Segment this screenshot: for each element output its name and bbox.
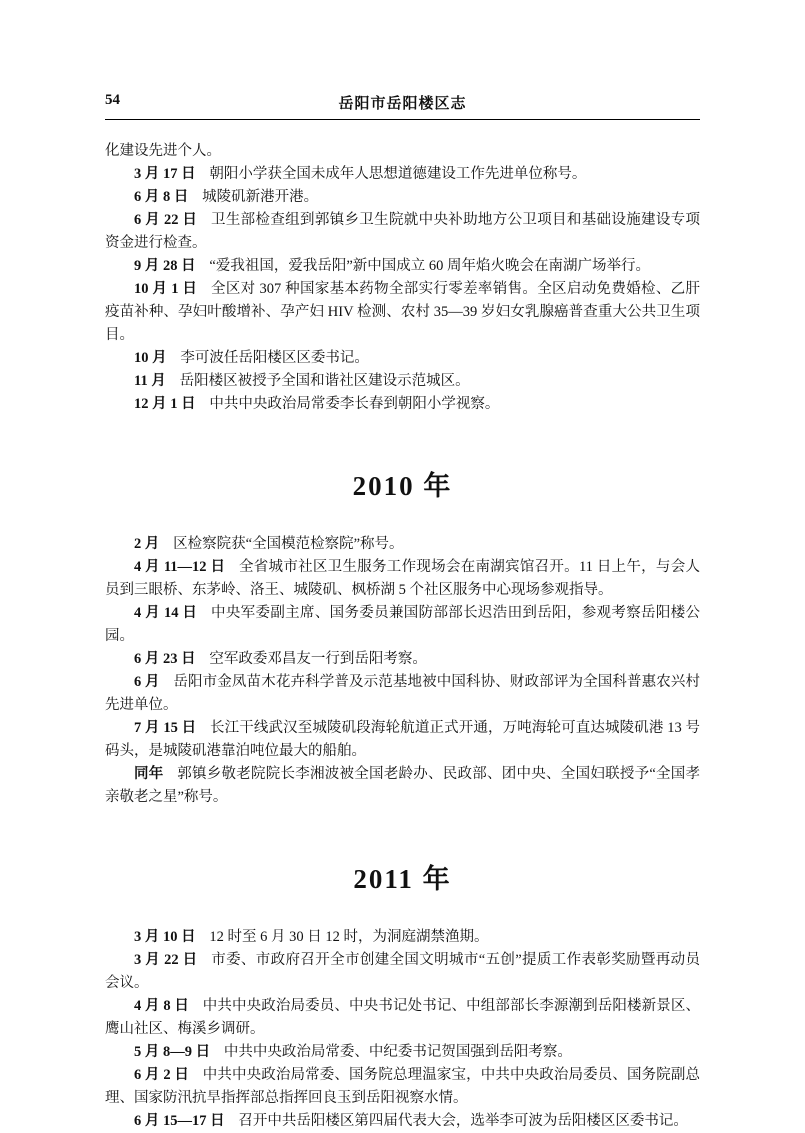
entry-paragraph — [105, 763, 700, 809]
entry-text: 中共中央政治局常委李长春到朝阳小学视察。 — [209, 396, 500, 412]
entry-text: 朝阳小学获全国未成年人思想道德建设工作先进单位称号。 — [209, 166, 587, 182]
entry-text: 岳阳楼区被授予全国和谐社区建设示范城区。 — [179, 373, 470, 389]
entry-date: 11 月 — [134, 373, 166, 389]
entry-paragraph — [105, 209, 700, 255]
entry-text: 化建设先进个人。 — [105, 143, 221, 159]
entry-date: 6 月 15—17 日 — [134, 1113, 225, 1129]
entry-paragraph — [105, 393, 700, 416]
entry-paragraph — [105, 671, 700, 717]
book-title: 岳阳市岳阳楼区志 — [338, 96, 467, 112]
entry-text: 空军政委邓昌友一行到岳阳考察。 — [209, 651, 427, 667]
continuation-paragraph — [105, 140, 700, 163]
entry-text: “爱我祖国，爱我岳阳”新中国成立 60 周年焰火晚会在南湖广场举行。 — [209, 258, 651, 274]
entry-date: 4 月 11—12 日 — [134, 559, 226, 575]
entry-date: 12 月 1 日 — [134, 396, 196, 412]
entry-date: 9 月 28 日 — [134, 258, 196, 274]
entry-paragraph — [105, 602, 700, 648]
entry-text: 中央军委副主席、国务委员兼国防部部长迟浩田到岳阳，参观考察岳阳楼公园。 — [105, 605, 701, 644]
entry-text: 区检察院获“全国模范检察院”称号。 — [173, 536, 404, 552]
entry-text: 12 时至 6 月 30 日 12 时，为洞庭湖禁渔期。 — [209, 929, 489, 945]
entry-paragraph — [105, 163, 700, 186]
entry-paragraph — [105, 926, 700, 949]
entry-text: 全区对 307 种国家基本药物全部实行零差率销售。全区启动免费婚检、乙肝疫苗补种、孕妇叶酸增补、孕产妇 HIV 检测、农村 35—39 岁妇女乳腺癌普查重大公共卫生项目。 — [105, 281, 701, 343]
entry-date: 3 月 10 日 — [134, 929, 196, 945]
page-number: 54 — [105, 92, 120, 108]
entry-date: 3 月 17 日 — [134, 166, 196, 182]
entry-date: 2 月 — [134, 536, 160, 552]
year-heading: 2011 年 — [353, 864, 452, 894]
entry-paragraph — [105, 1041, 700, 1064]
page-body — [105, 140, 700, 1133]
entry-text: 长江干线武汉至城陵矶段海轮航道正式开通，万吨海轮可直达城陵矶港 13 号码头，是城陵矶港靠泊吨位最大的船舶。 — [105, 720, 700, 759]
entry-date: 6 月 22 日 — [134, 212, 198, 228]
year-heading: 2010 年 — [352, 471, 453, 501]
entry-date: 6 月 23 日 — [134, 651, 196, 667]
page-header — [105, 92, 700, 112]
header-rule — [105, 119, 700, 120]
entry-date: 4 月 14 日 — [134, 605, 198, 621]
entry-text: 全省城市社区卫生服务工作现场会在南湖宾馆召开。11 日上午，与会人员到三眼桥、东茅岭、洛王、城陵矶、枫桥湖 5 个社区服务中心现场参观指导。 — [105, 559, 700, 598]
entry-date: 6 月 — [134, 674, 160, 690]
entry-date: 同年 — [134, 766, 164, 782]
entry-paragraph — [105, 949, 700, 995]
entry-paragraph — [105, 186, 700, 209]
entry-text: 召开中共岳阳楼区第四届代表大会，选举李可波为岳阳楼区区委书记。 — [238, 1113, 688, 1129]
entry-text: 中共中央政治局委员、中央书记处书记、中组部部长李源潮到岳阳楼新景区、鹰山社区、梅溪乡调研。 — [105, 998, 700, 1037]
entry-text: 市委、市政府召开全市创建全国文明城市“五创”提质工作表彰奖励暨再动员会议。 — [105, 952, 700, 991]
entry-paragraph — [105, 533, 700, 556]
entry-paragraph — [105, 556, 700, 602]
entry-paragraph — [105, 995, 700, 1041]
entry-date: 3 月 22 日 — [134, 952, 198, 968]
entry-paragraph — [105, 717, 700, 763]
entry-paragraph — [105, 370, 700, 393]
entry-paragraph — [105, 278, 700, 347]
entry-text: 卫生部检查组到郭镇乡卫生院就中央补助地方公卫项目和基础设施建设专项资金进行检查。 — [105, 212, 701, 251]
entry-paragraph — [105, 648, 700, 671]
entry-text: 岳阳市金凤苗木花卉科学普及示范基地被中国科协、财政部评为全国科普惠农兴村先进单位。 — [105, 674, 700, 713]
entry-date: 7 月 15 日 — [134, 720, 197, 736]
entry-text: 中共中央政治局常委、中纪委书记贺国强到岳阳考察。 — [223, 1044, 572, 1060]
entry-text: 城陵矶新港开港。 — [202, 189, 319, 205]
entry-date: 10 月 — [134, 350, 167, 366]
entry-paragraph — [105, 255, 700, 278]
entry-date: 5 月 8—9 日 — [134, 1044, 211, 1060]
entry-date: 6 月 2 日 — [134, 1067, 190, 1083]
entry-text: 李可波任岳阳楼区区委书记。 — [180, 350, 369, 366]
entry-date: 4 月 8 日 — [134, 998, 190, 1014]
entry-date: 10 月 1 日 — [134, 281, 198, 297]
entry-paragraph — [105, 1110, 700, 1133]
entry-paragraph — [105, 347, 700, 370]
entry-paragraph — [105, 1064, 700, 1110]
entry-text: 中共中央政治局常委、国务院总理温家宝，中共中央政治局委员、国务院副总理、国家防汛抗旱指挥部总指挥回良玉到岳阳视察水情。 — [105, 1067, 700, 1106]
entry-date: 6 月 8 日 — [134, 189, 189, 205]
entry-text: 郭镇乡敬老院院长李湘波被全国老龄办、民政部、团中央、全国妇联授予“全国孝亲敬老之星”称号。 — [105, 766, 701, 805]
